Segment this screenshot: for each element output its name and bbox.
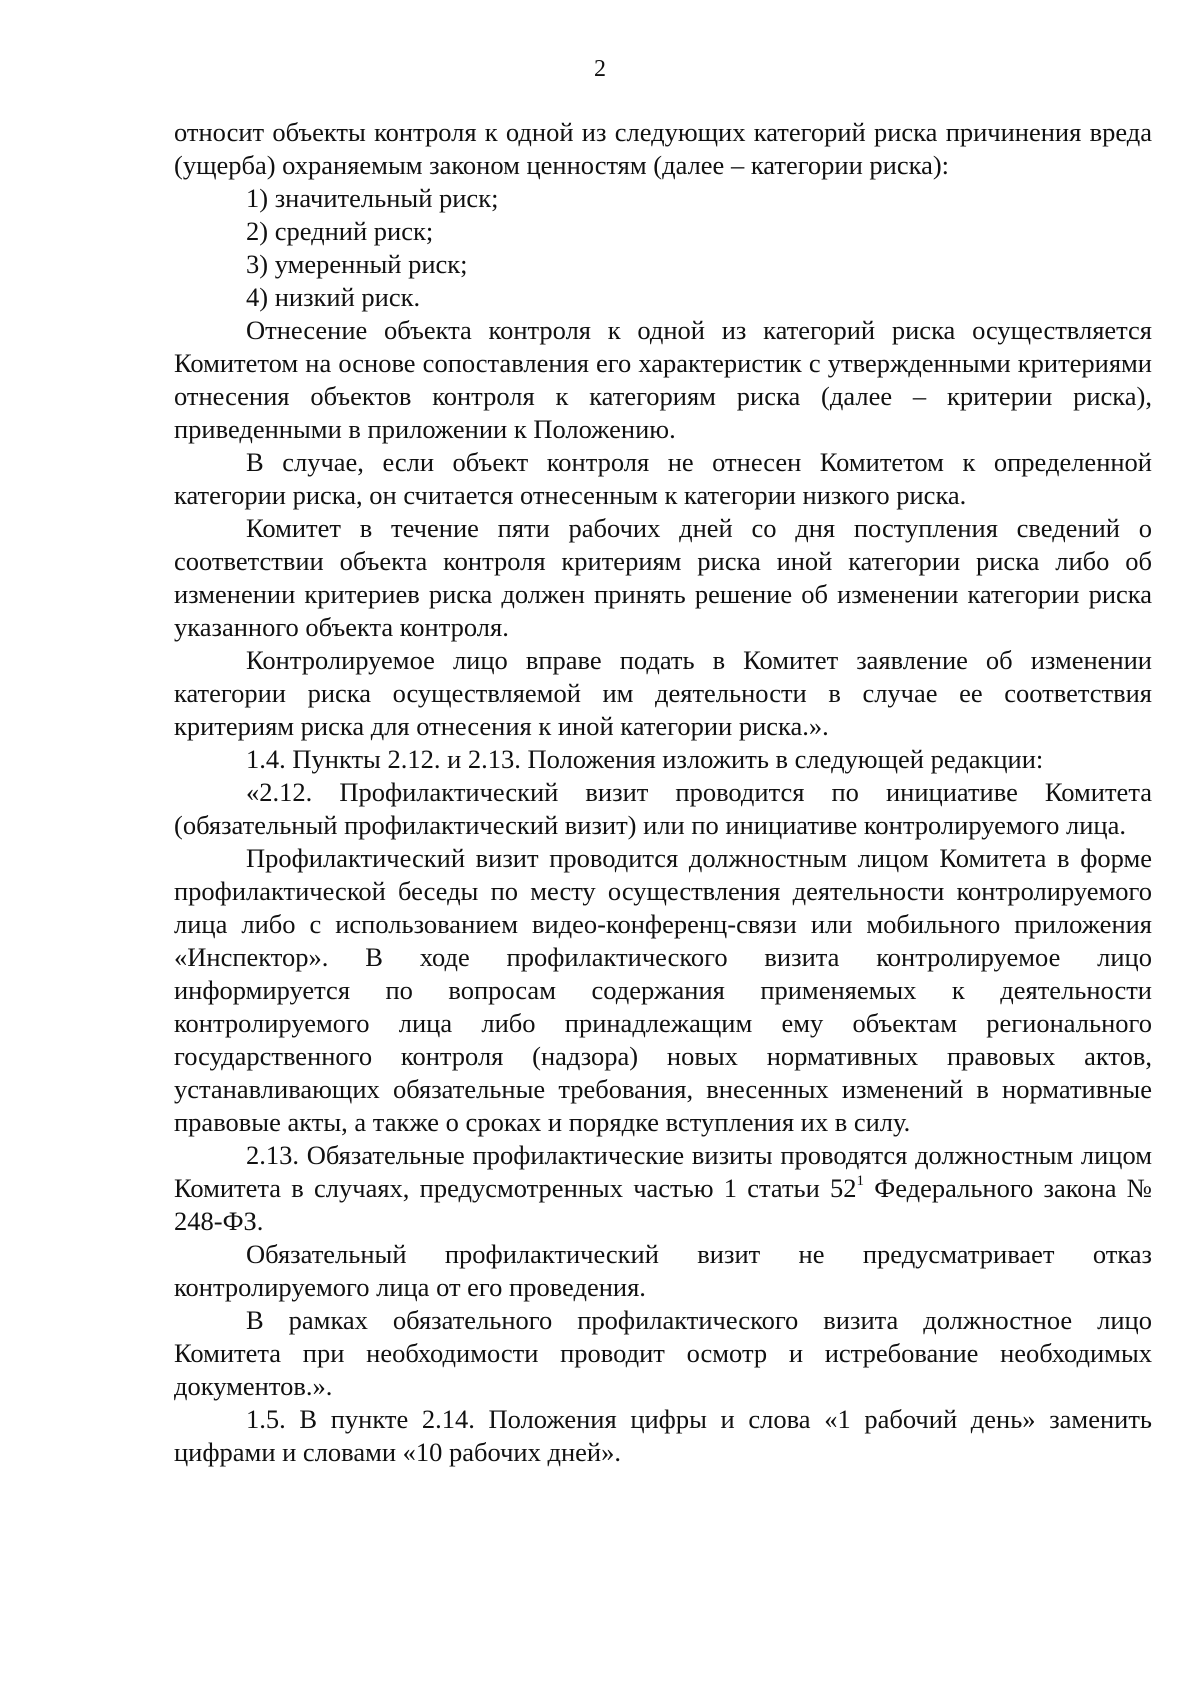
paragraph-clause-1-4: 1.4. Пункты 2.12. и 2.13. Положения изложить в следующей редакции: (246, 744, 1044, 774)
paragraph-clause-1-5: 1.5. В пункте 2.14. Положения цифры и слова «1 рабочий день» заменить цифрами и словами «10 рабочих дней». (174, 1404, 1152, 1467)
paragraph-risk-change-decision: Комитет в течение пяти рабочих дней со дня поступления сведений о соответствии объекта контроля критериям риска иной категории риска либо об изменении критериев риска должен принять решение об изменении категории риска указанного объекта контроля. (174, 513, 1152, 642)
list-item-risk-medium: 2) средний риск; (246, 216, 434, 246)
clause-2-13-text: 2.13. Обязательные профилактические визиты проводятся должностным лицом Комитета в случаях, предусмотренных частью 1 статьи 52 (174, 1140, 1152, 1203)
paragraph-default-low-risk: В случае, если объект контроля не отнесен Комитетом к определенной категории риска, он считается отнесенным к категории низкого риска. (174, 447, 1152, 510)
list-item-risk-moderate: 3) умеренный риск; (246, 249, 468, 279)
footnote-superscript: 1 (856, 1173, 865, 1189)
paragraph-intro: относит объекты контроля к одной из следующих категорий риска причинения вреда (ущерба) охраняемым законом ценностям (далее – категории риска): (174, 117, 1152, 180)
list-item-risk-significant: 1) значительный риск; (246, 183, 499, 213)
document-body (174, 116, 1152, 1469)
page-number: 2 (594, 56, 606, 82)
paragraph-visit-format: Профилактический визит проводится должностным лицом Комитета в форме профилактической беседы по месту осуществления деятельности контролируемого лица либо с использованием видео-конференц-связи или мобильного приложения «Инспектор». В ходе профилактического визита контролируемое лицо информируется по вопросам содержания применяемых к деятельности контролируемого лица либо принадлежащим ему объектам регионального государственного контроля (надзора) новых нормативных правовых актов, устанавливающих обязательные требования, внесенных изменений в нормативные правовые акты, а также о сроках и порядке вступления их в силу. (174, 843, 1152, 1137)
list-item-risk-low: 4) низкий риск. (246, 282, 421, 312)
paragraph-risk-assignment: Отнесение объекта контроля к одной из категорий риска осуществляется Комитетом на основе сопоставления его характеристик с утвержденными критериями отнесения объектов контроля к категориям риска (далее – критерии риска), приведенными в приложении к Положению. (174, 315, 1152, 444)
paragraph-clause-2-12: «2.12. Профилактический визит проводится по инициативе Комитета (обязательный профилактический визит) или по инициативе контролируемого лица. (174, 777, 1152, 840)
clause-2-13-law: Федерального закона № 248-ФЗ. (174, 1173, 1152, 1236)
paragraph-clause-2-13 (174, 1139, 1152, 1238)
paragraph-inspection: В рамках обязательного профилактического визита должностное лицо Комитета при необходимости проводит осмотр и истребование необходимых документов.». (174, 1305, 1152, 1401)
paragraph-risk-change-request: Контролируемое лицо вправе подать в Комитет заявление об изменении категории риска осуществляемой им деятельности в случае ее соответствия критериям риска для отнесения к иной категории риска.». (174, 645, 1152, 741)
paragraph-no-refusal: Обязательный профилактический визит не предусматривает отказ контролируемого лица от его проведения. (174, 1239, 1152, 1302)
